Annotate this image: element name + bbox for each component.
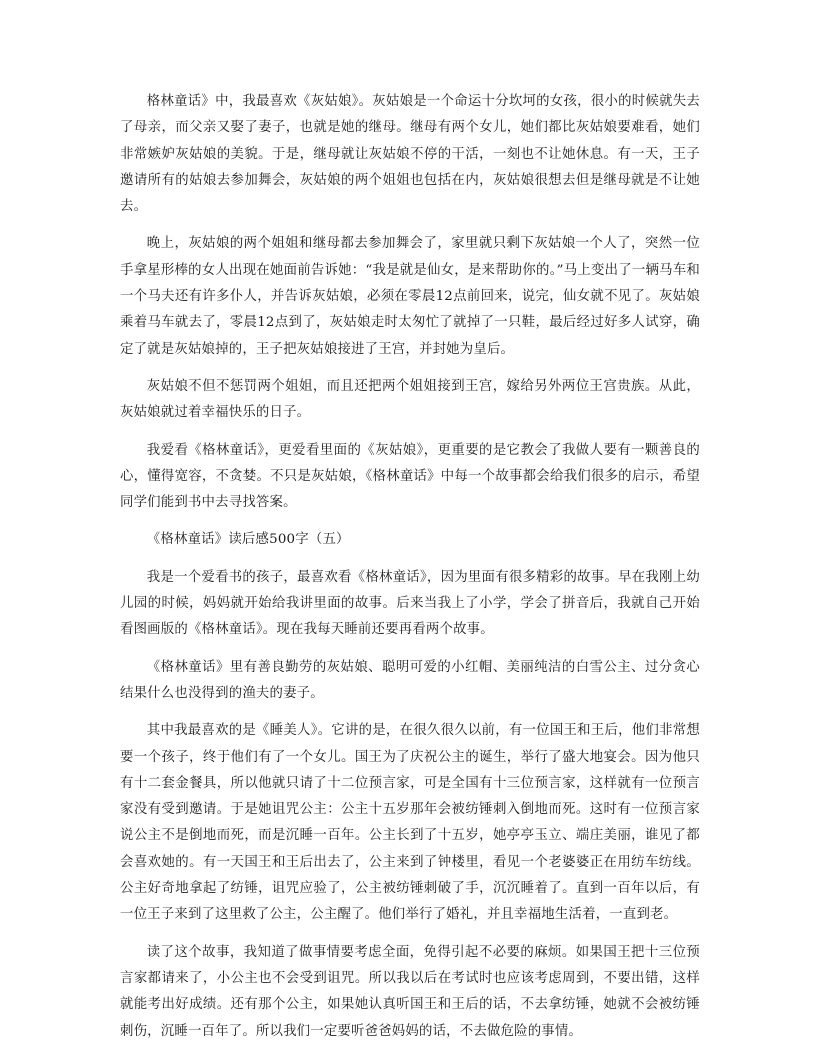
paragraph-sleeping-beauty: 其中我最喜欢的是《睡美人》。它讲的是，在很久很久以前，有一位国王和王后，他们非常想要一个孩子，终于他们有了一个女儿。国王为了庆祝公主的诞生，举行了盛大地宴会。因为他只有十二套金餐具，所以他就只请了十二位预言家，可是全国有十三位预言家，这样就有一位预言家没有受到邀请。于是她诅咒公主：公主十五岁那年会被纺锤刺入倒地而死。这时有一位预言家说公主不是倒地而死，而是沉睡一百年。公主长到了十五岁，她亭亭玉立、端庄美丽，谁见了都会喜欢她的。有一天国王和王后出去了，公主来到了钟楼里，看见一个老婆婆正在用纺车纺线。公主好奇地拿起了纺锤，诅咒应验了，公主被纺锤刺破了手，沉沉睡着了。直到一百年以后，有一位王子来到了这里救了公主，公主醒了。他们举行了婚礼，并且幸福地生活着，一直到老。	[120, 723, 700, 923]
paragraph-characters: 《格林童话》里有善良勤劳的灰姑娘、聪明可爱的小红帽、美丽纯洁的白雪公主、过分贪心结果什么也没得到的渔夫的妻子。	[120, 659, 700, 701]
paragraph-sleeping-beauty-reflection: 读了这个故事，我知道了做事情要考虑全面，免得引起不必要的麻烦。如果国王把十三位预言家都请来了，小公主也不会受到诅咒。所以我以后在考试时也应该考虑周到，不要出错，这样就能考出好成绩。还有那个公主，如果她认真听国王和王后的话，不去拿纺锤，她就不会被纺锤刺伤，沉睡一百年了。所以我们一定要听爸爸妈妈的话，不去做危险的事情。	[120, 944, 700, 1039]
paragraph-cinderella-ball: 晚上，灰姑娘的两个姐姐和继母都去参加舞会了，家里就只剩下灰姑娘一个人了，突然一位手拿星形棒的女人出现在她面前告诉她：“我是就是仙女，是来帮助你的。”马上变出了一辆马车和一个马夫还有许多仆人，并告诉灰姑娘，必须在零晨12点前回来，说完，仙女就不见了。灰姑娘乘着马车就去了，零晨12点到了，灰姑娘走时太匆忙了就掉了一只鞋，最后经过好多人试穿，确定了就是灰姑娘掉的，王子把灰姑娘接进了王宫，并封她为皇后。	[120, 236, 700, 357]
document-body	[120, 89, 700, 1056]
paragraph-cinderella-ending: 灰姑娘不但不惩罚两个姐姐，而且还把两个姐姐接到王宫，嫁给另外两位王宫贵族。从此，灰姑娘就过着幸福快乐的日子。	[120, 378, 700, 421]
section-heading: 《格林童话》读后感500字（五）	[146, 532, 350, 548]
paragraph-reading-habit: 我是一个爱看书的孩子，最喜欢看《格林童话》，因为里面有很多精彩的故事。早在我刚上幼儿园的时候，妈妈就开始给我讲里面的故事。后来当我上了小学，学会了拼音后，我就自己开始看图画版的《格林童话》。现在我每天睡前还要再看两个故事。	[120, 569, 700, 638]
paragraph-cinderella-reflection: 我爱看《格林童话》，更爱看里面的《灰姑娘》，更重要的是它教会了我做人要有一颗善良的心，懂得宽容，不贪婪。不只是灰姑娘，《格林童话》中每一个故事都会给我们很多的启示，希望同学们能到书中去寻找答案。	[120, 442, 700, 511]
paragraph-cinderella-intro: 格林童话》中，我最喜欢《灰姑娘》。灰姑娘是一个命运十分坎坷的女孩，很小的时候就失去了母亲，而父亲又娶了妻子，也就是她的继母。继母有两个女儿，她们都比灰姑娘要难看，她们非常嫉妒灰姑娘的美貌。于是，继母就让灰姑娘不停的干活，一刻也不让她休息。有一天，王子邀请所有的姑娘去参加舞会，灰姑娘的两个姐姐也包括在内，灰姑娘很想去但是继母就是不让她去。	[120, 94, 700, 215]
